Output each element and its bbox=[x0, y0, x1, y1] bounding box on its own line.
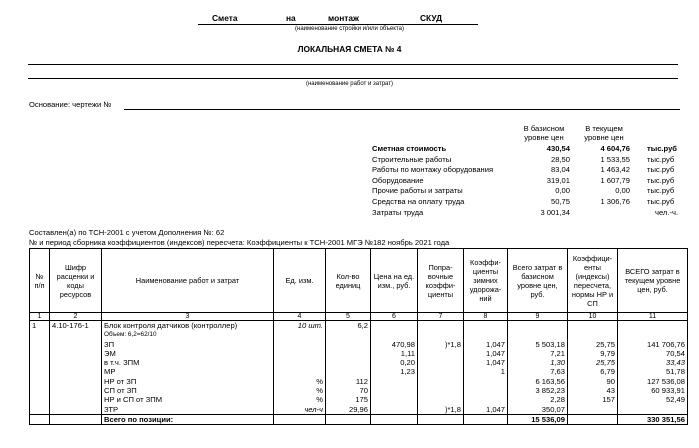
cost-qty bbox=[326, 349, 371, 358]
table-row bbox=[30, 358, 688, 367]
empty-cell bbox=[371, 330, 418, 339]
cost-total: 52,49 bbox=[618, 395, 688, 404]
cost-total: 141 706,76 bbox=[618, 340, 688, 349]
empty-cell bbox=[30, 405, 50, 415]
cost-price bbox=[371, 377, 418, 386]
cost-price bbox=[371, 386, 418, 395]
column-header: Ед. изм. bbox=[274, 249, 326, 313]
empty-cell bbox=[50, 358, 102, 367]
header-montazh-word: монтаж bbox=[328, 13, 359, 23]
cost-unit: % bbox=[274, 377, 326, 386]
table-row bbox=[30, 367, 688, 376]
cost-unit: % bbox=[274, 395, 326, 404]
empty-cell bbox=[30, 340, 50, 349]
cost-index: 157 bbox=[568, 395, 618, 404]
summary-label: Сметная стоимость bbox=[372, 144, 447, 153]
summary-row bbox=[372, 208, 692, 219]
empty-cell bbox=[464, 330, 508, 339]
cost-unit bbox=[274, 367, 326, 376]
cost-base: 2,28 bbox=[508, 395, 568, 404]
cost-total: 60 933,91 bbox=[618, 386, 688, 395]
column-header: Коэффи- циенты зимних удорожа- ний bbox=[464, 249, 508, 313]
cost-qty bbox=[326, 367, 371, 376]
empty-cell bbox=[50, 405, 102, 415]
table-header-row bbox=[30, 249, 688, 313]
cost-price: 0,20 bbox=[371, 358, 418, 367]
cost-unit: % bbox=[274, 386, 326, 395]
cost-name: в т.ч. ЗПМ bbox=[102, 358, 274, 367]
header-na-word: на bbox=[286, 13, 296, 23]
table-row bbox=[30, 340, 688, 349]
recalc-line: № и период сборника коэффициентов (индексов) пересчета: Коэффициенты к ТСН-2001 МГЭ №182 ноябрь 2021 года bbox=[29, 238, 450, 247]
column-number: 10 bbox=[568, 313, 618, 321]
column-header: Кол-во единиц bbox=[326, 249, 371, 313]
empty-cell bbox=[418, 330, 464, 339]
column-number: 6 bbox=[371, 313, 418, 321]
empty-cell bbox=[50, 367, 102, 376]
estimate-table bbox=[29, 248, 688, 425]
total-label: Всего по позиции: bbox=[102, 414, 274, 424]
column-number: 5 bbox=[326, 313, 371, 321]
column-number: 3 bbox=[102, 313, 274, 321]
summary-unit: тыс.руб bbox=[647, 154, 675, 164]
column-number: 1 bbox=[30, 313, 50, 321]
cost-base: 6 163,56 bbox=[508, 377, 568, 386]
cost-winter: 1,047 bbox=[464, 349, 508, 358]
empty-cell bbox=[50, 340, 102, 349]
cost-winter: 1 bbox=[464, 367, 508, 376]
cost-qty: 175 bbox=[326, 395, 371, 404]
summary-table bbox=[372, 144, 692, 218]
table-row bbox=[30, 395, 688, 404]
item-volume: Объем: 6,2=62/10 bbox=[102, 330, 274, 339]
works-line-1 bbox=[28, 64, 678, 65]
table-row bbox=[30, 377, 688, 386]
empty-cell bbox=[30, 414, 50, 424]
cost-unit: чел-ч bbox=[274, 405, 326, 415]
cost-index: 25,75 bbox=[568, 340, 618, 349]
cost-index: 90 bbox=[568, 377, 618, 386]
summary-base: 319,01 bbox=[546, 175, 570, 185]
empty-cell bbox=[568, 414, 618, 424]
cost-name: МР bbox=[102, 367, 274, 376]
summary-unit: тыс.руб bbox=[647, 175, 675, 185]
table-row bbox=[30, 321, 688, 331]
cost-winter bbox=[464, 386, 508, 395]
summary-row bbox=[372, 176, 692, 187]
summary-row bbox=[372, 155, 692, 166]
cost-qty: 112 bbox=[326, 377, 371, 386]
column-number: 11 bbox=[618, 313, 688, 321]
empty-cell bbox=[371, 321, 418, 331]
cost-correction bbox=[418, 386, 464, 395]
column-header: Цена на ед. изм., руб. bbox=[371, 249, 418, 313]
column-header: ВСЕГО затрат в текущем уровне цен, руб. bbox=[618, 249, 688, 313]
empty-cell bbox=[30, 386, 50, 395]
table-row bbox=[30, 349, 688, 358]
empty-cell bbox=[50, 377, 102, 386]
column-number: 9 bbox=[508, 313, 568, 321]
cost-total: 70,54 bbox=[618, 349, 688, 358]
cost-unit bbox=[274, 340, 326, 349]
empty-cell bbox=[618, 321, 688, 331]
cost-correction: )*1,8 bbox=[418, 340, 464, 349]
cost-index: 6,79 bbox=[568, 367, 618, 376]
empty-cell bbox=[30, 395, 50, 404]
summary-base: 50,75 bbox=[550, 196, 570, 206]
empty-cell bbox=[30, 330, 50, 339]
summary-current: 4 604,76 bbox=[600, 144, 630, 153]
summary-base: 83,04 bbox=[550, 165, 570, 175]
cost-qty bbox=[326, 340, 371, 349]
cost-winter: 1,047 bbox=[464, 405, 508, 415]
cost-unit bbox=[274, 358, 326, 367]
cost-total: 51,78 bbox=[618, 367, 688, 376]
summary-unit: тыс.руб bbox=[647, 144, 677, 153]
total-base: 15 536,09 bbox=[508, 414, 568, 424]
empty-cell bbox=[508, 330, 568, 339]
column-number: 7 bbox=[418, 313, 464, 321]
works-line-2 bbox=[28, 78, 678, 79]
item-name: Блок контроля датчиков (контроллер) bbox=[102, 321, 274, 331]
empty-cell bbox=[418, 321, 464, 331]
column-number: 8 bbox=[464, 313, 508, 321]
table-row bbox=[30, 386, 688, 395]
summary-current: 1 533,55 bbox=[600, 154, 630, 164]
cost-price: 1,23 bbox=[371, 367, 418, 376]
cost-base: 1,30 bbox=[508, 358, 568, 367]
cost-name: ЗТР bbox=[102, 405, 274, 415]
empty-cell bbox=[418, 414, 464, 424]
object-underline bbox=[198, 24, 478, 25]
column-header: Всего затрат в базисном уровне цен, руб. bbox=[508, 249, 568, 313]
summary-label: Средства на оплату труда bbox=[372, 196, 465, 206]
cost-base: 3 852,23 bbox=[508, 386, 568, 395]
cost-name: ЗП bbox=[102, 340, 274, 349]
cost-index bbox=[568, 405, 618, 415]
column-header: Шифр расценки и коды ресурсов bbox=[50, 249, 102, 313]
empty-cell bbox=[464, 414, 508, 424]
object-caption: (наименование стройки и/или объекта) bbox=[295, 26, 404, 32]
works-caption: (наименование работ и затрат) bbox=[306, 81, 393, 87]
cost-winter: 1,047 bbox=[464, 358, 508, 367]
cost-name: НР и СП от ЗПМ bbox=[102, 395, 274, 404]
cost-index: 43 bbox=[568, 386, 618, 395]
table-row bbox=[30, 330, 688, 339]
summary-current: 1 463,42 bbox=[600, 165, 630, 175]
summary-label: Затраты труда bbox=[372, 207, 424, 217]
cost-index: 25,75 bbox=[568, 358, 618, 367]
cost-name: СП от ЗП bbox=[102, 386, 274, 395]
page-title: ЛОКАЛЬНАЯ СМЕТА № 4 bbox=[297, 44, 402, 54]
summary-current: 1 607,79 bbox=[600, 175, 630, 185]
empty-cell bbox=[371, 414, 418, 424]
empty-cell bbox=[618, 330, 688, 339]
empty-cell bbox=[50, 330, 102, 339]
cost-winter: 1,047 bbox=[464, 340, 508, 349]
header-skud-word: СКУД bbox=[420, 13, 443, 23]
empty-cell bbox=[568, 321, 618, 331]
cost-unit bbox=[274, 349, 326, 358]
cost-qty: 29,96 bbox=[326, 405, 371, 415]
summary-base: 3 001,34 bbox=[540, 207, 570, 217]
column-number: 4 bbox=[274, 313, 326, 321]
empty-cell bbox=[30, 349, 50, 358]
item-unit: 10 шт. bbox=[274, 321, 326, 331]
summary-unit: тыс.руб bbox=[647, 186, 675, 196]
empty-cell bbox=[274, 330, 326, 339]
cost-winter bbox=[464, 395, 508, 404]
summary-row bbox=[372, 144, 692, 155]
item-number: 1 bbox=[30, 321, 50, 331]
empty-cell bbox=[30, 358, 50, 367]
column-number: 2 bbox=[50, 313, 102, 321]
empty-cell bbox=[50, 414, 102, 424]
item-code: 4.10-176-1 bbox=[50, 321, 102, 331]
cost-base: 7,63 bbox=[508, 367, 568, 376]
summary-label: Оборудование bbox=[372, 175, 424, 185]
cost-correction bbox=[418, 395, 464, 404]
cost-base: 5 503,18 bbox=[508, 340, 568, 349]
column-header: Попра- вочные коэффи- циенты bbox=[418, 249, 464, 313]
summary-base: 28,50 bbox=[550, 154, 570, 164]
cost-price bbox=[371, 405, 418, 415]
cost-winter bbox=[464, 377, 508, 386]
cost-correction: )*1,8 bbox=[418, 405, 464, 415]
empty-cell bbox=[274, 414, 326, 424]
summary-row bbox=[372, 197, 692, 208]
cost-qty bbox=[326, 358, 371, 367]
total-current: 330 351,56 bbox=[618, 414, 688, 424]
summary-col-base: В базисном уровне цен bbox=[523, 124, 565, 142]
summary-current: 1 306,76 bbox=[600, 196, 630, 206]
cost-index: 9,79 bbox=[568, 349, 618, 358]
summary-row bbox=[372, 165, 692, 176]
cost-price bbox=[371, 395, 418, 404]
cost-total: 127 536,08 bbox=[618, 377, 688, 386]
empty-cell bbox=[464, 321, 508, 331]
table-row bbox=[30, 405, 688, 415]
basis-label: Основание: чертежи № bbox=[29, 100, 112, 109]
cost-qty: 70 bbox=[326, 386, 371, 395]
column-header: Наименование работ и затрат bbox=[102, 249, 274, 313]
column-header: Коэффици- енты (индексы) пересчета, нормы НР и СП bbox=[568, 249, 618, 313]
summary-base: 430,54 bbox=[546, 144, 570, 153]
summary-base: 0,00 bbox=[555, 186, 570, 196]
table-row bbox=[30, 414, 688, 424]
cost-price: 1,11 bbox=[371, 349, 418, 358]
empty-cell bbox=[30, 377, 50, 386]
column-header: № п/п bbox=[30, 249, 50, 313]
summary-label: Работы по монтажу оборудования bbox=[372, 165, 494, 175]
cost-base: 7,21 bbox=[508, 349, 568, 358]
summary-label: Прочие работы и затраты bbox=[372, 186, 463, 196]
basis-underline bbox=[124, 109, 680, 110]
summary-unit: чел.-ч. bbox=[655, 207, 679, 217]
header-smeta-word: Смета bbox=[212, 13, 238, 23]
empty-cell bbox=[50, 395, 102, 404]
summary-row bbox=[372, 186, 692, 197]
cost-correction bbox=[418, 358, 464, 367]
cost-base: 350,07 bbox=[508, 405, 568, 415]
summary-col-current: В текущем уровне цен bbox=[584, 124, 624, 142]
composed-line: Составлен(а) по ТСН-2001 с учетом Дополнения №: 62 bbox=[29, 228, 225, 237]
summary-unit: тыс.руб bbox=[647, 165, 675, 175]
empty-cell bbox=[568, 330, 618, 339]
item-qty: 6,2 bbox=[326, 321, 371, 331]
empty-cell bbox=[326, 330, 371, 339]
cost-correction bbox=[418, 349, 464, 358]
cost-correction bbox=[418, 367, 464, 376]
empty-cell bbox=[30, 367, 50, 376]
cost-price: 470,98 bbox=[371, 340, 418, 349]
cost-total bbox=[618, 405, 688, 415]
cost-total: 33,43 bbox=[618, 358, 688, 367]
empty-cell bbox=[508, 321, 568, 331]
cost-name: ЭМ bbox=[102, 349, 274, 358]
cost-correction bbox=[418, 377, 464, 386]
empty-cell bbox=[50, 349, 102, 358]
cost-name: НР от ЗП bbox=[102, 377, 274, 386]
table-number-row bbox=[30, 313, 688, 321]
empty-cell bbox=[50, 386, 102, 395]
summary-label: Строительные работы bbox=[372, 154, 452, 164]
empty-cell bbox=[326, 414, 371, 424]
summary-unit: тыс.руб bbox=[647, 196, 675, 206]
summary-current: 0,00 bbox=[615, 186, 630, 196]
